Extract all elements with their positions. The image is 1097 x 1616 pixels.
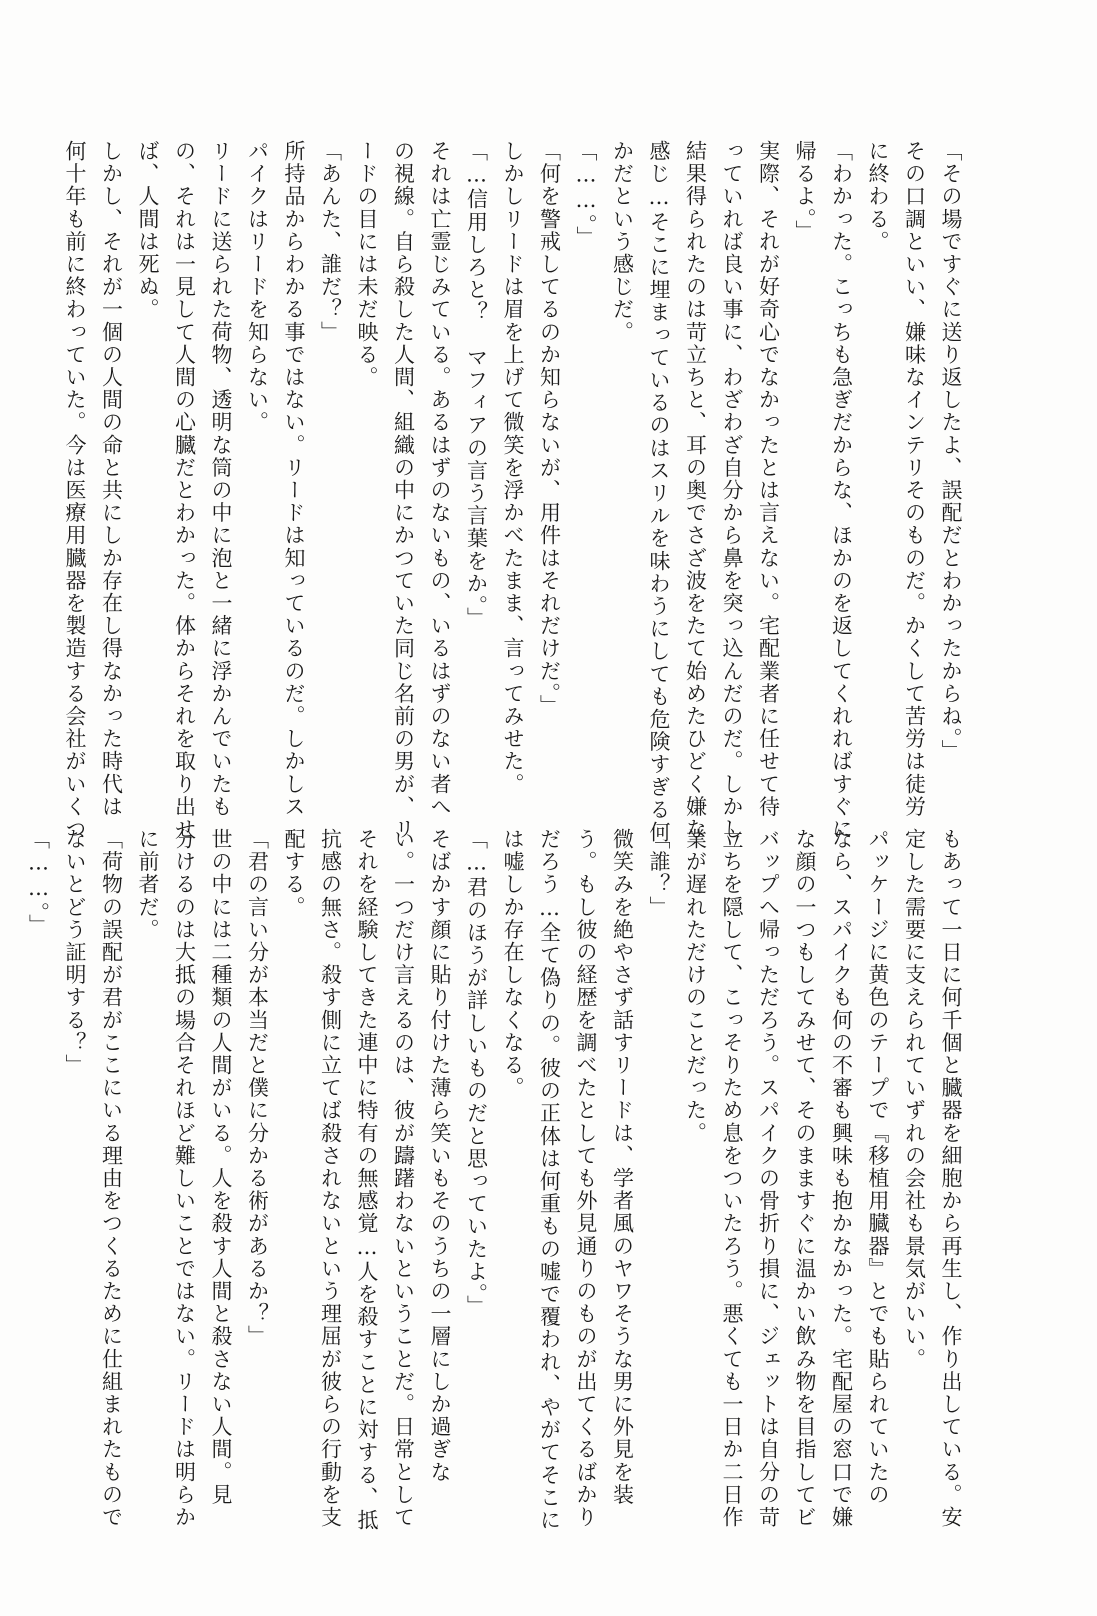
text-line: 「…君のほうが詳しいものだと思っていたよ。」 [464,828,489,1318]
text-line: 「君の言い分が本当だと僕に分かる術があるか？」 [245,828,270,1348]
text-line: 微笑みを絶やさず話すリードは、学者風のヤワそうな男に外見を装 [610,828,635,1506]
text-line: リードに送られた荷物、透明な筒の中に泡と一緒に浮かんでいたも [209,140,233,818]
text-line: 「わかった。こっちも急ぎだからな、ほかのを返してくれればすぐに [829,140,854,841]
text-line: パイクはリードを知らない。 [245,140,270,434]
text-line: 「あんた、誰だ？」 [318,140,343,344]
text-line: そばかす顔に貼り付けた薄ら笑いもそのうちの一層にしか過ぎな [428,828,452,1484]
text-line: 抗感の無さ。殺す側に立てば殺されないという理屈が彼らの行動を支 [318,828,343,1529]
text-line: 帰るよ。」 [793,140,817,243]
text-line: 配する。 [282,828,306,919]
text-line: かだという感じだ。 [610,140,635,344]
text-line: 何十年も前に終わっていた。今は医療用臓器を製造する会社がいくつ [63,140,87,841]
text-line: バップへ帰っただろう。スパイクの骨折り損に、ジェットは自分の苛 [756,828,781,1529]
text-line: だろう…全て偽りの。彼の正体は何重もの嘘で覆われ、やがてそこに [537,828,562,1532]
text-line: それを経験してきた連中に特有の無感覚…人を殺すことに対する、抵 [355,828,379,1532]
text-line: は嘘しか存在しなくなる。 [501,828,525,1100]
text-line: なら、スパイクも何の不審も興味も抱かなかった。宅配屋の窓口で嫌 [829,828,854,1529]
text-line: 「……。」 [574,140,598,249]
text-line: に前者だ。 [136,828,160,941]
text-line: 所持品からわかる事ではない。リードは知っているのだ。しかしス [282,140,306,818]
text-line: う。もし彼の経歴を調べたとしても外見通りのものが出てくるばかり [574,828,598,1529]
text-line: それは亡霊じみている。あるはずのないもの、いるはずのない者へ [428,140,452,818]
text-line: 「その場ですぐに送り返したよ、誤配だとわかったからね。」 [939,140,963,763]
text-line: 「誰？」 [647,828,671,919]
text-line: 分けるのは大抵の場合それほど難しいことではない。リードは明らか [172,828,197,1529]
text-line: 結果得られたのは苛立ちと、耳の奥でさざ波をたて始めたひどく嫌な [683,140,708,841]
text-line: 定した需要に支えられていずれの会社も景気がいい。 [902,828,927,1371]
text-line: ば、人間は死ぬ。 [136,140,160,321]
text-line: パッケージに黄色のテープで『移植用臓器』とでも貼られていたの [866,828,890,1506]
text-line: に終わる。 [866,140,890,253]
lower-vertical-text [26,828,969,1532]
text-line: 「…信用しろと？ マフィアの言う言葉をか。」 [464,140,489,630]
text-line: な顔の一つもしてみせて、そのまますぐに温かい飲み物を目指してビ [793,828,817,1529]
lower-text-block [26,828,969,1532]
text-line: っていれば良い事に、わざわざ自分から鼻を突っ込んだのだ。しかし [720,140,744,841]
text-line: の視線。自ら殺した人間、組織の中にかつていた同じ名前の男が、リ [391,140,416,841]
upper-text-block [63,140,969,844]
text-line: ードの目には未だ映る。 [355,140,379,389]
text-line: 業が遅れただけのことだった。 [683,828,708,1145]
text-line: しかし、それが一個の人間の命と共にしか存在し得なかった時代は [99,140,124,818]
text-line: その口調といい、嫌味なインテリそのものだ。かくして苦労は徒労 [902,140,927,818]
text-line: 「……。」 [26,828,51,937]
text-line: 立ちを隠して、こっそりため息をついたろう。悪くても一日か二日作 [720,828,744,1529]
text-line: しかしリードは眉を上げて微笑を浮かべたまま、言ってみせた。 [501,140,525,796]
text-line: 実際、それが好奇心でなかったとは言えない。宅配業者に任せて待 [756,140,781,818]
text-line: 世の中には二種類の人間がいる。人を殺す人間と殺さない人間。見 [209,828,233,1506]
text-line: 「荷物の誤配が君がここにいる理由をつくるために仕組まれたもので [99,828,124,1529]
text-line: ないとどう証明する？」 [63,828,87,1077]
text-line: 「何を警戒してるのか知らないが、用件はそれだけだ。」 [537,140,562,718]
text-line: の、それは一見して人間の心臓だとわかった。体からそれを取り出せ [172,140,197,841]
text-line: もあって一日に何千個と臓器を細胞から再生し、作り出している。安 [939,828,963,1529]
upper-vertical-text [63,140,969,844]
text-line: い。一つだけ言えるのは、彼が躊躇わないということだ。日常として [391,828,416,1529]
text-line: 感じ…そこに埋まっているのはスリルを味わうにしても危険すぎる何 [647,140,671,844]
